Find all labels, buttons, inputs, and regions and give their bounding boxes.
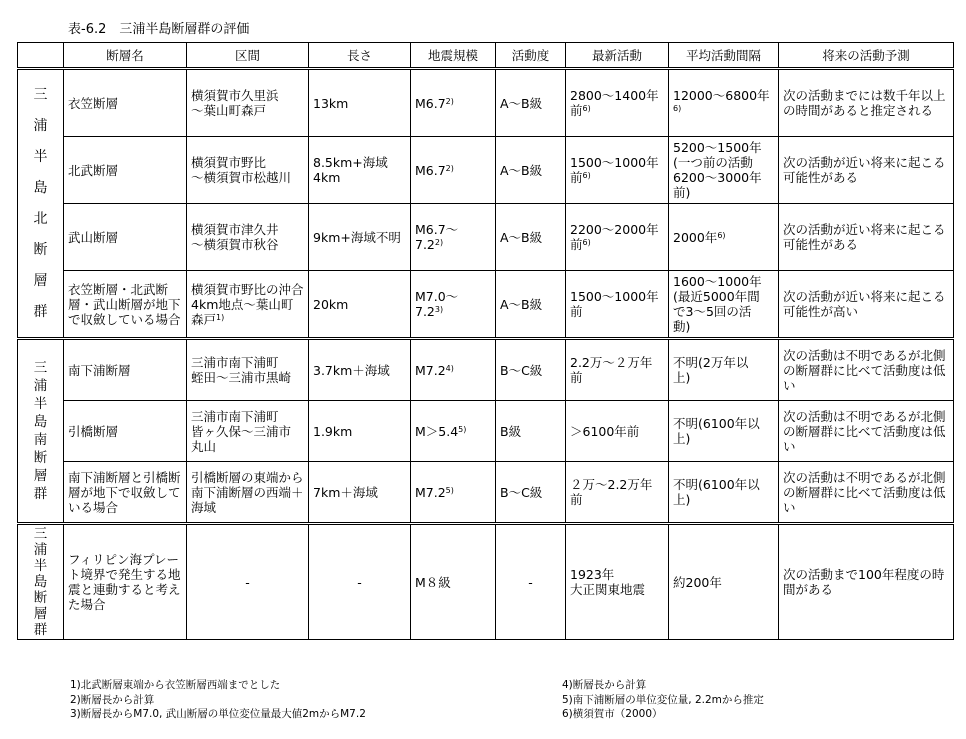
length-cell: - (309, 524, 411, 640)
magnitude-cell: M6.7$^{2)}$ (411, 69, 496, 137)
group-label-char: 半 (33, 396, 48, 412)
footnote: 2)断層長から計算 (70, 693, 155, 706)
group-label-char: 浦 (33, 542, 48, 558)
activity-cell: A～B級 (496, 137, 566, 204)
section-cell: 三浦市南下浦町 皆ヶ久保～三浦市 丸山 (187, 401, 309, 462)
forecast-cell: 次の活動まで100年程度の時間がある (779, 524, 954, 640)
fault-name-cell: 引橋断層 (64, 401, 187, 462)
reference-mark: 2) (445, 96, 454, 106)
group-label-char: 三 (33, 526, 48, 542)
activity-cell: - (496, 524, 566, 640)
group-label-char: 島 (33, 179, 48, 196)
group-north (18, 69, 954, 339)
header-section: 区間 (187, 43, 309, 69)
group-label-char: 島 (33, 574, 48, 590)
interval-cell: 約200年 (669, 524, 779, 640)
section-cell: - (187, 524, 309, 640)
group-label-char: 断 (33, 450, 48, 466)
magnitude-cell: M7.0～ 7.2$^{3)}$ (411, 271, 496, 339)
section-cell: 横須賀市津久井 ～横須賀市秋谷 (187, 204, 309, 271)
footnote: 5)南下浦断層の単位変位量, 2.2mから推定 (562, 693, 764, 706)
footnote: 4)断層長から計算 (562, 679, 647, 691)
reference-mark: 4) (445, 363, 454, 373)
interval-cell: 不明(6100年以 上) (669, 462, 779, 524)
header-activity: 活動度 (496, 43, 566, 69)
activity-cell: B～C級 (496, 339, 566, 401)
footnotes-right (562, 678, 764, 722)
interval-cell: 2000年$^{6)}$ (669, 204, 779, 271)
latest-activity-cell: 2.2万～２万年 前 (566, 339, 669, 401)
activity-cell: A～B級 (496, 271, 566, 339)
group-label (18, 524, 64, 640)
reference-mark: 5) (445, 485, 454, 495)
activity-cell: B～C級 (496, 462, 566, 524)
footnote: 3)断層長からM7.0, 武山断層の単位変位量最大値2mからM7.2 (70, 708, 366, 720)
fault-name-cell: 北武断層 (64, 137, 187, 204)
forecast-cell: 次の活動は不明であるが北側の断層群に比べて活動度は低い (779, 462, 954, 524)
table-row (18, 462, 954, 524)
magnitude-cell: M7.2$^{4)}$ (411, 339, 496, 401)
interval-cell: 5200～1500年 (一つ前の活動 6200～3000年 前) (669, 137, 779, 204)
fault-name-cell: フィリピン海プレート境界で発生する地震と連動すると考えた場合 (64, 524, 187, 640)
length-cell: 1.9km (309, 401, 411, 462)
footnote: 6)横須賀市（2000） (562, 708, 663, 720)
reference-mark: 2) (434, 238, 444, 247)
header-fault-name: 断層名 (64, 43, 187, 69)
forecast-cell: 次の活動は不明であるが北側の断層群に比べて活動度は低い (779, 339, 954, 401)
header-latest: 最新活動 (566, 43, 669, 69)
table-row (18, 524, 954, 640)
latest-activity-cell: ２万～2.2万年 前 (566, 462, 669, 524)
section-cell: 三浦市南下浦町 蛭田～三浦市黒崎 (187, 339, 309, 401)
section-cell: 引橋断層の東端から南下浦断層の西端＋海域 (187, 462, 309, 524)
group-whole (18, 524, 954, 640)
group-label-char: 三 (33, 360, 48, 376)
latest-activity-cell: ＞6100年前 (566, 401, 669, 462)
forecast-cell: 次の活動が近い将来に起こる可能性がある (779, 204, 954, 271)
fault-name-cell: 衣笠断層 (64, 69, 187, 137)
length-cell: 9km+海域不明 (309, 204, 411, 271)
table-row (18, 271, 954, 339)
group-label-char: 層 (33, 272, 48, 289)
header-forecast: 将来の活動予測 (779, 43, 954, 69)
group-label-char: 群 (33, 622, 48, 638)
fault-evaluation-table (17, 42, 954, 640)
group-label-char: 半 (33, 558, 48, 574)
latest-activity-cell: 2200～2000年 前$^{6)}$ (566, 204, 669, 271)
latest-activity-cell: 1923年 大正関東地震 (566, 524, 669, 640)
group-label-char: 群 (33, 303, 48, 320)
table-row (18, 339, 954, 401)
footnote: 1)北武断層東端から衣笠断層西端までとした (70, 679, 281, 691)
interval-cell: 不明(6100年以 上) (669, 401, 779, 462)
reference-mark: 3) (434, 305, 444, 314)
length-cell: 13km (309, 69, 411, 137)
forecast-cell: 次の活動までには数千年以上の時間があると推定される (779, 69, 954, 137)
group-label-char: 層 (33, 606, 48, 622)
section-cell: 横須賀市野比 ～横須賀市松越川 (187, 137, 309, 204)
table-row (18, 137, 954, 204)
interval-cell: 不明(2万年以 上) (669, 339, 779, 401)
group-label-char: 島 (33, 414, 48, 430)
table-row (18, 401, 954, 462)
group-label-char: 群 (33, 486, 48, 502)
activity-cell: A～B級 (496, 69, 566, 137)
fault-name-cell: 衣笠断層・北武断層・武山断層が地下で収斂している場合 (64, 271, 187, 339)
activity-cell: B級 (496, 401, 566, 462)
group-south (18, 339, 954, 524)
interval-cell: 12000～6800年$^{6)}$ (669, 69, 779, 137)
reference-mark: 6) (582, 238, 591, 247)
table-row (18, 204, 954, 271)
activity-cell: A～B級 (496, 204, 566, 271)
header-magnitude: 地震規模 (411, 43, 496, 69)
interval-cell: 1600～1000年 (最近5000年間 で3～5回の活 動) (669, 271, 779, 339)
table-row (18, 69, 954, 137)
group-label (18, 69, 64, 339)
group-label-char: 北 (33, 210, 48, 227)
latest-activity-cell: 1500～1000年 前$^{6)}$ (566, 137, 669, 204)
reference-mark: 6) (582, 171, 591, 180)
latest-activity-cell: 2800～1400年 前$^{6)}$ (566, 69, 669, 137)
reference-mark: 6) (673, 104, 682, 113)
magnitude-cell: M7.2$^{5)}$ (411, 462, 496, 524)
header-row (18, 43, 954, 69)
group-label-char: 層 (33, 468, 48, 484)
forecast-cell: 次の活動が近い将来に起こる可能性が高い (779, 271, 954, 339)
group-label-char: 浦 (33, 117, 48, 134)
magnitude-cell: M6.7～ 7.2$^{2)}$ (411, 204, 496, 271)
group-label (18, 339, 64, 524)
group-label-char: 浦 (33, 378, 48, 394)
length-cell: 20km (309, 271, 411, 339)
header-corner (18, 43, 64, 69)
magnitude-cell: $M>5.4^{5)}$ (411, 401, 496, 462)
fault-name-cell: 南下浦断層と引橋断層が地下で収斂している場合 (64, 462, 187, 524)
forecast-cell: 次の活動は不明であるが北側の断層群に比べて活動度は低い (779, 401, 954, 462)
reference-mark: 2) (445, 163, 454, 173)
latest-activity-cell: 1500～1000年 前 (566, 271, 669, 339)
group-label-char: 半 (33, 148, 48, 165)
reference-mark: 5) (458, 424, 467, 434)
fault-name-cell: 南下浦断層 (64, 339, 187, 401)
group-label-char: 断 (33, 241, 48, 258)
fault-name-cell: 武山断層 (64, 204, 187, 271)
section-cell: 横須賀市久里浜 ～葉山町森戸 (187, 69, 309, 137)
reference-mark: 6) (717, 230, 726, 240)
reference-mark: 1) (216, 312, 225, 322)
length-cell: 7km＋海域 (309, 462, 411, 524)
section-cell: 横須賀市野比の沖合4km地点～葉山町森戸$^{1)}$ (187, 271, 309, 339)
table-title: 表-6.2 三浦半島断層群の評価 (68, 22, 250, 37)
length-cell: 8.5km+海域 4km (309, 137, 411, 204)
header-interval: 平均活動間隔 (669, 43, 779, 69)
forecast-cell: 次の活動が近い将来に起こる可能性がある (779, 137, 954, 204)
group-label-char: 三 (33, 86, 48, 103)
footnotes-left (70, 678, 366, 722)
length-cell: 3.7km＋海域 (309, 339, 411, 401)
header-length: 長さ (309, 43, 411, 69)
group-label-char: 断 (33, 590, 48, 606)
group-label-char: 南 (33, 432, 48, 448)
reference-mark: 6) (582, 104, 591, 113)
magnitude-cell: M８級 (411, 524, 496, 640)
magnitude-cell: M6.7$^{2)}$ (411, 137, 496, 204)
